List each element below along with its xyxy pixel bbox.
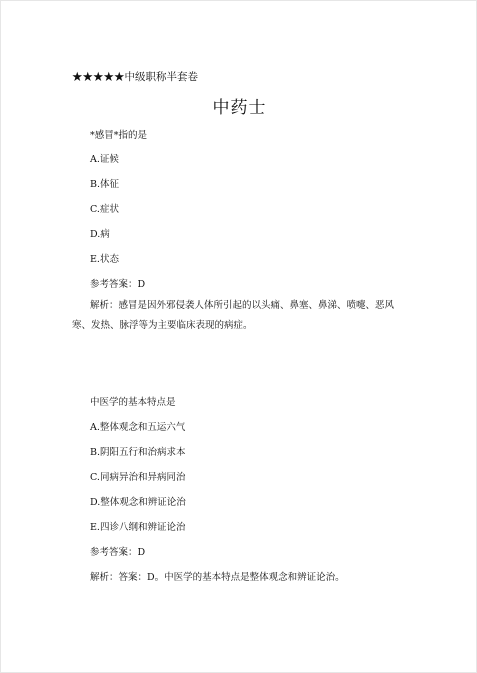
question-2-analysis: 解析：答案：D。中医学的基本特点是整体观念和辨证论治。: [90, 572, 345, 583]
question-2-answer: 参考答案：D: [90, 547, 146, 558]
question-2-option-a: A.整体观念和五运六气: [90, 422, 186, 433]
question-1-analysis: [72, 296, 412, 336]
question-2-option-d: D.整体观念和辨证论治: [90, 497, 186, 508]
question-2-option-e: E.四诊八纲和辨证论治: [90, 522, 186, 533]
question-1-stem: *感冒*指的是: [90, 130, 148, 141]
page-title: 中药士: [212, 98, 267, 118]
question-1-option-d: D.病: [90, 229, 110, 240]
question-2-option-c: C.同病异治和异病同治: [90, 472, 186, 483]
question-1-option-c: C.症状: [90, 204, 119, 215]
exam-header: ★★★★★中级职称半套卷: [72, 71, 198, 83]
question-1-analysis-text: 解析：感冒是因外邪侵袭人体所引起的以头痛、鼻塞、鼻涕、喷嚏、恶风寒、发热、脉浮等为主要临床表现的病症。: [72, 300, 395, 331]
question-1-option-b: B.体征: [90, 179, 120, 190]
question-1-answer: 参考答案：D: [90, 279, 146, 290]
question-2-option-b: B.阴阳五行和治病求本: [90, 447, 186, 458]
question-2-stem: 中医学的基本特点是: [90, 397, 176, 408]
question-1-option-e: E.状态: [90, 254, 119, 265]
question-1-option-a: A.证候: [90, 154, 119, 165]
